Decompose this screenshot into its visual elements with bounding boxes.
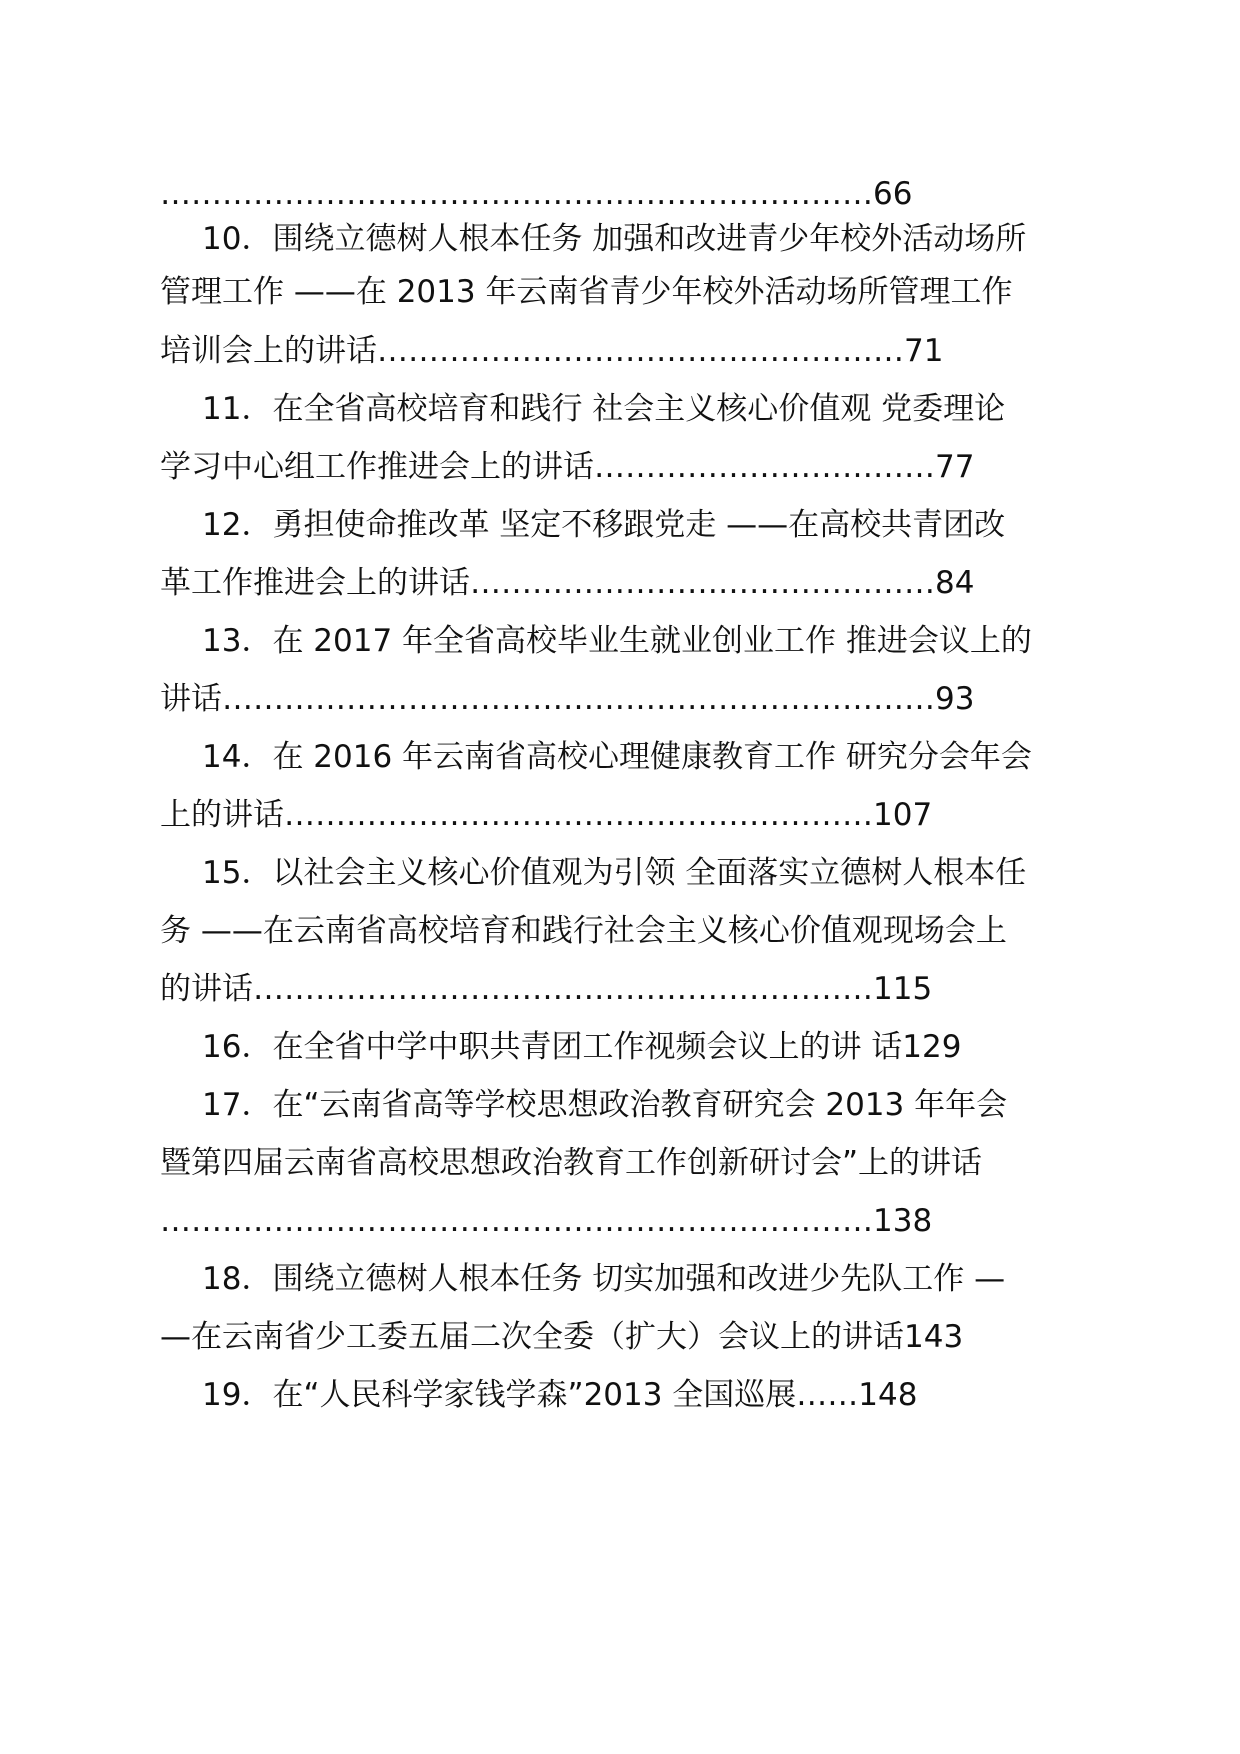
toc-line: 19．在“人民科学家钱学森”2013 全国巡展……148 bbox=[202, 1377, 918, 1413]
toc-line: 10．围绕立德树人根本任务 加强和改进青少年校外活动场所 bbox=[202, 221, 1027, 257]
toc-line: 15．以社会主义核心价值观为引领 全面落实立德树人根本任 bbox=[202, 855, 1027, 891]
toc-line: 17．在“云南省高等学校思想政治教育研究会 2013 年年会 bbox=[202, 1087, 1008, 1123]
toc-line: 的讲话……………………………………………………115 bbox=[160, 971, 933, 1007]
toc-line: 学习中心组工作推进会上的讲话……………………………77 bbox=[160, 449, 975, 485]
toc-line: 务 ——在云南省高校培育和践行社会主义核心价值观现场会上 bbox=[160, 913, 1007, 949]
toc-line: 18．围绕立德树人根本任务 切实加强和改进少先队工作 — bbox=[202, 1261, 1006, 1297]
toc-line: 革工作推进会上的讲话………………………………………84 bbox=[160, 565, 975, 601]
toc-line: 13．在 2017 年全省高校毕业生就业创业工作 推进会议上的 bbox=[202, 623, 1032, 659]
toc-line: ……………………………………………………………138 bbox=[160, 1203, 933, 1239]
toc-line: 管理工作 ——在 2013 年云南省青少年校外活动场所管理工作 bbox=[160, 274, 1013, 310]
toc-line: —在云南省少工委五届二次全委（扩大）会议上的讲话143 bbox=[160, 1319, 964, 1355]
toc-line: 暨第四届云南省高校思想政治教育工作创新研讨会”上的讲话 bbox=[160, 1145, 983, 1181]
toc-line: 上的讲话…………………………………………………107 bbox=[160, 797, 933, 833]
toc-line: 16．在全省中学中职共青团工作视频会议上的讲 话129 bbox=[202, 1029, 962, 1065]
toc-line: 培训会上的讲话……………………………………………71 bbox=[160, 333, 944, 369]
toc-line: 14．在 2016 年云南省高校心理健康教育工作 研究分会年会 bbox=[202, 739, 1032, 775]
toc-line: ……………………………………………………………66 bbox=[160, 176, 913, 212]
toc-line: 讲话……………………………………………………………93 bbox=[160, 681, 975, 717]
toc-line: 12．勇担使命推改革 坚定不移跟党走 ——在高校共青团改 bbox=[202, 507, 1006, 543]
toc-line: 11．在全省高校培育和践行 社会主义核心价值观 党委理论 bbox=[202, 391, 1006, 427]
